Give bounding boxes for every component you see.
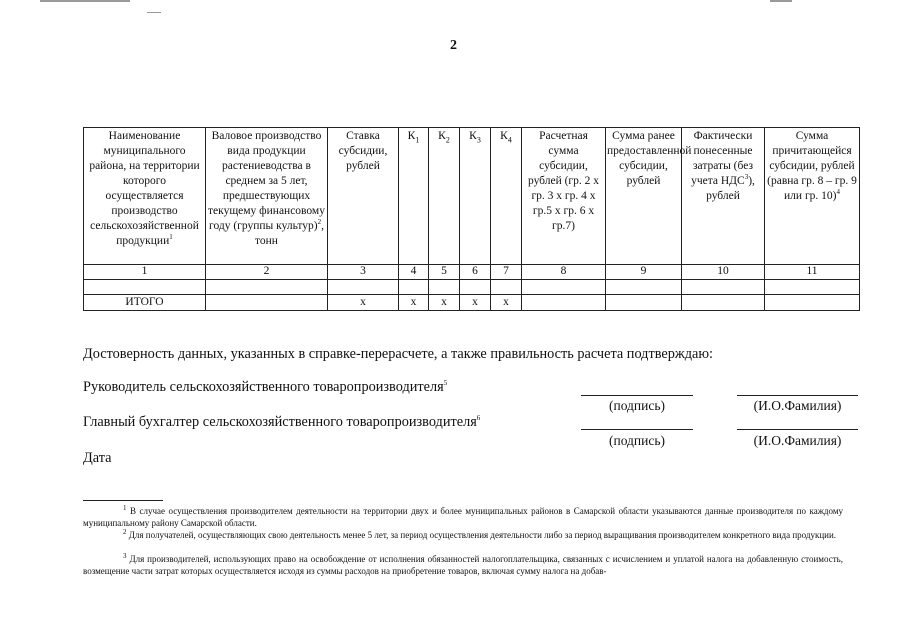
subsidy-table (83, 127, 860, 311)
header-cell: Ставка субсидии, рублей (328, 128, 399, 265)
head-signature-caption: (подпись) (608, 398, 666, 413)
table-cell (682, 295, 765, 311)
column-number: 5 (429, 265, 460, 280)
header-cell: Фактически понесенные затраты (без учета НДС$^3$), рублей (682, 128, 765, 265)
head-name-line (737, 395, 858, 396)
accountant-signatory-label: Главный бухгалтер сельскохозяйственного товаропроизводителя$^6$ (83, 414, 481, 430)
table-cell (328, 280, 399, 295)
column-number: 2 (206, 265, 328, 280)
accountant-signature-caption: (подпись) (608, 433, 666, 448)
header-cell: Сумма ранее предоставленной субсидии, рублей (606, 128, 682, 265)
table-cell (765, 295, 860, 311)
header-cell: $К_4$ (491, 128, 522, 265)
column-number: 4 (399, 265, 429, 280)
column-number: 11 (765, 265, 860, 280)
table-cell (460, 280, 491, 295)
page-number: 2 (450, 38, 457, 53)
table-cell: х (429, 295, 460, 311)
table-cell: х (328, 295, 399, 311)
column-number: 8 (522, 265, 606, 280)
footnote-separator (83, 500, 163, 501)
head-name-caption: (И.О.Фамилия) (753, 398, 842, 413)
table-cell: х (460, 295, 491, 311)
column-number: 1 (84, 265, 206, 280)
footnote: $^3$ Для производителей, использующих право на освобождение от исполнения обязанностей налогоплательщика, связанных с исчислением и уплатой налога на добавленную стоимость, возмещение части затрат которых осуществляется исходя из суммы расходов на приобретение товаров, включая сумму налога на добав- (83, 552, 844, 576)
table-cell (606, 295, 682, 311)
column-number: 7 (491, 265, 522, 280)
table-cell: х (399, 295, 429, 311)
table-cell (522, 280, 606, 295)
head-signature-line (581, 395, 693, 396)
table-cell (491, 280, 522, 295)
head-signatory-label: Руководитель сельскохозяйственного товаропроизводителя$^5$ (83, 379, 448, 395)
header-cell: $К_3$ (460, 128, 491, 265)
accountant-signature-line (581, 429, 693, 430)
empty-data-row (84, 280, 860, 295)
table-cell (682, 280, 765, 295)
header-cell: Валовое производство вида продукции растениеводства в среднем за 5 лет, предшествующих текущему финансовому году (группы культур)$^2$, тонн (206, 128, 328, 265)
column-number: 6 (460, 265, 491, 280)
scan-artifact (147, 12, 161, 13)
table-cell (765, 280, 860, 295)
column-number: 10 (682, 265, 765, 280)
column-number: 3 (328, 265, 399, 280)
table-cell: х (491, 295, 522, 311)
column-number-row (84, 265, 860, 280)
header-cell: $К_2$ (429, 128, 460, 265)
table-cell (522, 295, 606, 311)
footnote: $^1$ В случае осуществления производителем деятельности на территории двух и более муниципальных районов в Самарской области указываются данные производителя по каждому муниципальному району Самарской области. (83, 504, 844, 528)
table-cell (84, 280, 206, 295)
accountant-name-line (737, 429, 858, 430)
header-cell: Сумма причитающейся субсидии, рублей (равна гр. 8 – гр. 9 или гр. 10)$^4$ (765, 128, 860, 265)
footnote: $^2$ Для получателей, осуществляющих свою деятельность менее 5 лет, за период осуществления деятельности либо за период выращивания производителем конкретного вида продукции. (123, 528, 837, 540)
header-cell: Расчетная сумма субсидии, рублей (гр. 2 х гр. 3 х гр. 4 х гр.5 х гр. 6 х гр.7) (522, 128, 606, 265)
scan-artifact (770, 0, 792, 2)
date-label: Дата (83, 450, 112, 466)
accountant-name-caption: (И.О.Фамилия) (753, 433, 842, 448)
header-row (84, 128, 860, 265)
table-cell (399, 280, 429, 295)
total-label: ИТОГО (84, 295, 206, 311)
total-row (84, 295, 860, 311)
header-cell: Наименование муниципального района, на территории которого осуществляется производство сельскохозяйственной продукции$^1$ (84, 128, 206, 265)
scan-artifact (40, 0, 130, 2)
table-cell (606, 280, 682, 295)
table-cell (206, 295, 328, 311)
column-number: 9 (606, 265, 682, 280)
confirmation-text: Достоверность данных, указанных в справке-перерасчете, а также правильность расчета подтверждаю: (83, 346, 714, 362)
table-cell (206, 280, 328, 295)
header-cell: $К_1$ (399, 128, 429, 265)
table-cell (429, 280, 460, 295)
